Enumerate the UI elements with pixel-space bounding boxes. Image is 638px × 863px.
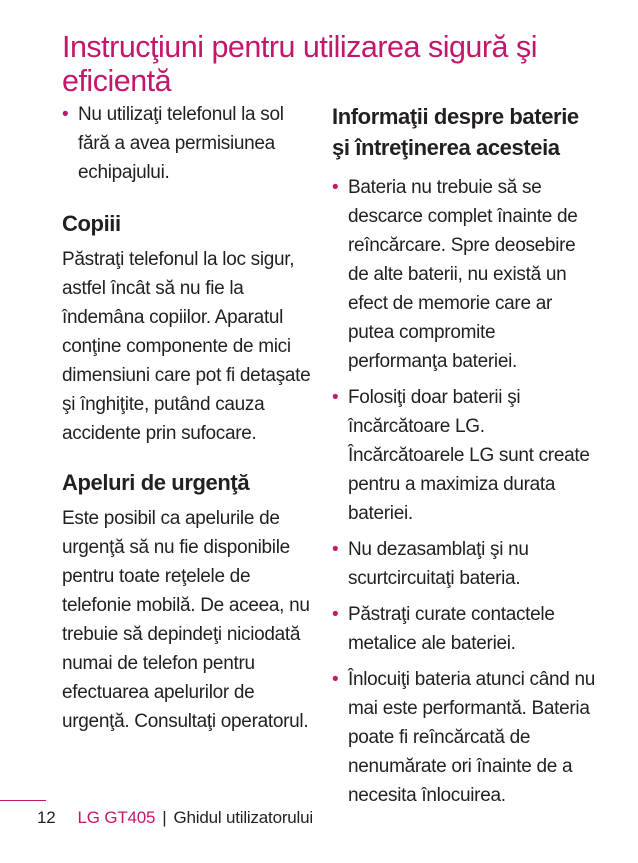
page-title: Instrucţiuni pentru utilizarea sigură şi eficientă xyxy=(62,30,538,98)
children-paragraph: Păstraţi telefonul la loc sigur, astfel încât să nu fie la îndemâna copiilor. Aparatul conţine componente de mici dimensiuni care pot fi detaşate şi înghiţite, putând cauza accidente prin sufocare. xyxy=(62,249,311,444)
list-item xyxy=(62,100,312,187)
bullet-text: Nu dezasamblaţi şi nu scurtcircuitaţi bateria. xyxy=(348,539,529,589)
right-column xyxy=(332,100,597,817)
intro-bullet-list xyxy=(62,100,312,187)
page-footer xyxy=(37,806,313,830)
footer-separator: | xyxy=(162,808,167,827)
emergency-paragraph: Este posibil ca apelurile de urgenţă să nu fie disponibile pentru toate reţelele de telefonie mobilă. De aceea, nu trebuie să depindeţi niciodată numai de telefon pentru efectuarea apelurilor de urgenţă. Consultaţi operatorul. xyxy=(62,508,310,732)
bullet-text: Bateria nu trebuie să se descarce complet înainte de reîncărcare. Spre deosebire de alte baterii, nu există un efect de memorie care ar putea compromite performanţa bateriei. xyxy=(348,177,578,372)
list-item xyxy=(332,535,597,593)
bullet-text: Păstraţi curate contactele metalice ale bateriei. xyxy=(348,604,555,654)
bullet-icon: • xyxy=(332,177,339,198)
bullet-icon: • xyxy=(332,387,339,408)
list-item xyxy=(332,383,597,528)
list-item xyxy=(332,665,597,810)
footer-divider xyxy=(0,800,46,801)
left-column xyxy=(62,100,312,736)
section-heading-emergency: Apeluri de urgenţă xyxy=(62,470,250,495)
bullet-icon: • xyxy=(332,669,339,690)
page-number: 12 xyxy=(37,808,56,827)
model-name: LG GT405 xyxy=(77,808,156,827)
bullet-text: Folosiţi doar baterii şi încărcătoare LG. Încărcătoarele LG sunt create pentru a maximiza durata bateriei. xyxy=(348,387,590,524)
battery-bullet-list xyxy=(332,173,597,810)
bullet-text: Nu utilizaţi telefonul la sol fără a avea permisiunea echipajului. xyxy=(78,104,284,183)
guide-title: Ghidul utilizatorului xyxy=(173,808,313,827)
bullet-icon: • xyxy=(332,604,339,625)
section-heading-battery: Informaţii despre baterie şi întreţinerea acesteia xyxy=(332,104,579,160)
list-item xyxy=(332,173,597,376)
section-heading-children: Copiii xyxy=(62,211,121,236)
bullet-icon: • xyxy=(62,104,69,125)
bullet-text: Înlocuiţi bateria atunci când nu mai este performantă. Bateria poate fi reîncărcată de nenumărate ori înainte de a necesita înlocuirea. xyxy=(348,669,596,806)
list-item xyxy=(332,600,597,658)
bullet-icon: • xyxy=(332,539,339,560)
